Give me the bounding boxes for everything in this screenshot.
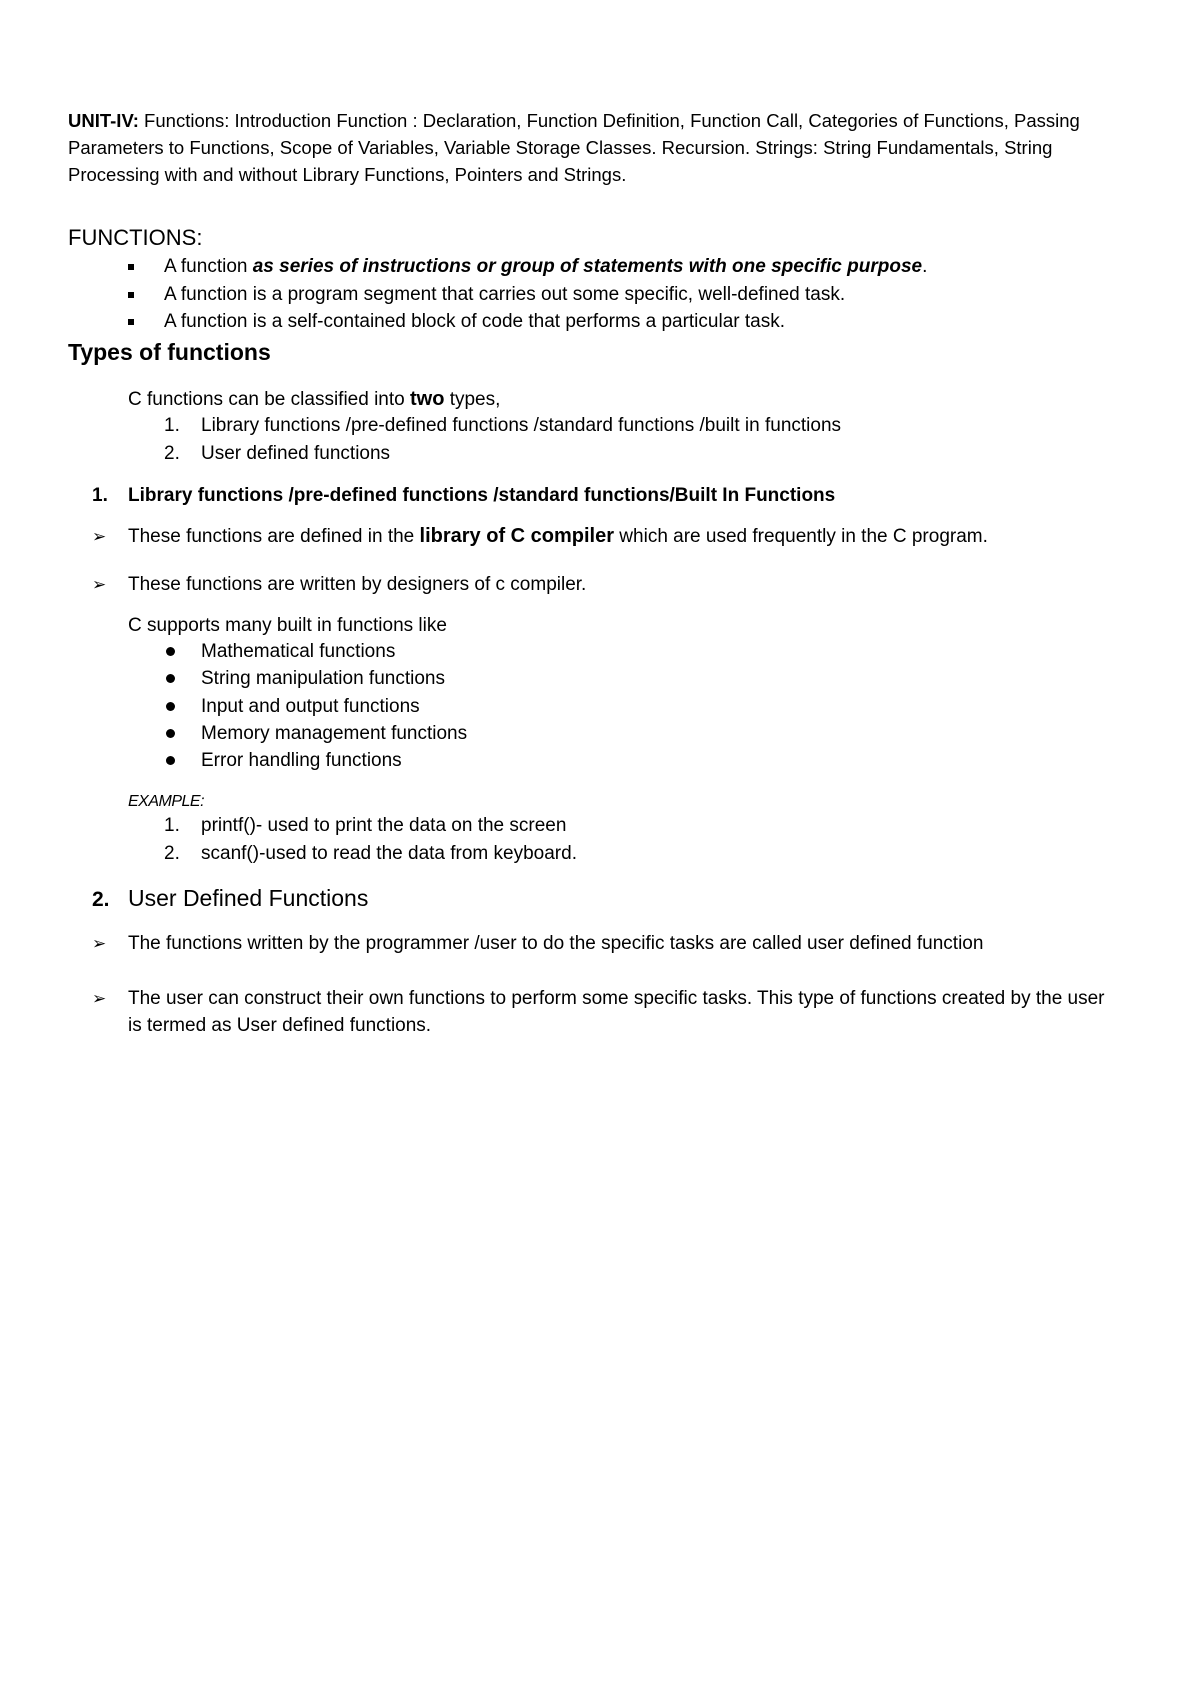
list-number: 1. xyxy=(164,415,180,436)
definition-suffix: . xyxy=(922,256,928,277)
builtin-intro: C supports many built in functions like xyxy=(128,615,447,636)
list-text: Library functions /pre-defined functions /standard functions /built in functions xyxy=(201,415,842,436)
unit-label: UNIT-IV: xyxy=(68,110,139,131)
point-text: These functions are written by designers of c compiler. xyxy=(128,574,587,595)
types-intro-prefix: C functions can be classified into xyxy=(128,389,410,410)
user-section-heading xyxy=(92,885,368,913)
point-suffix: which are used frequently in the C program. xyxy=(614,526,988,547)
point-emphasis: library of C compiler xyxy=(419,525,615,547)
section-number: 1. xyxy=(92,485,108,506)
types-list xyxy=(128,412,841,467)
point-text: The user can construct their own functions to perform some specific tasks. This type of functions created by the user is termed as User defined functions. xyxy=(128,988,1105,1036)
unit-syllabus xyxy=(68,107,1128,188)
library-section-heading xyxy=(92,482,835,509)
library-point xyxy=(92,523,988,550)
list-item: String manipulation functions xyxy=(128,665,467,692)
types-intro xyxy=(128,386,500,413)
user-point xyxy=(92,930,1112,957)
list-item: Memory management functions xyxy=(128,720,467,747)
definition-item xyxy=(128,253,927,281)
list-number: 2. xyxy=(164,842,180,864)
section-title: User Defined Functions xyxy=(128,885,369,911)
list-item: Input and output functions xyxy=(128,693,467,720)
builtin-list xyxy=(128,638,467,774)
definition-item: A function is a self-contained block of code that performs a particular task. xyxy=(128,308,927,336)
user-point xyxy=(92,985,1112,1039)
list-item xyxy=(128,812,577,840)
functions-heading: FUNCTIONS: xyxy=(68,225,203,250)
list-number: 1. xyxy=(164,815,180,836)
example-list xyxy=(128,812,577,867)
types-intro-suffix: types, xyxy=(444,389,501,410)
list-item xyxy=(128,440,841,468)
definition-item: A function is a program segment that carries out some specific, well-defined task. xyxy=(128,281,927,309)
list-item xyxy=(128,412,841,440)
types-heading: Types of functions xyxy=(68,339,271,365)
example-label: EXAMPLE: xyxy=(128,793,205,810)
unit-text: Functions: Introduction Function : Declaration, Function Definition, Function Call, Categories of Functions, Passing Parameters to Functions, Scope of Variables, Variable Storage Classes. Recursion. Strings: String Fundamentals, String Processing with and without Library Functions, Pointers and Strings. xyxy=(68,110,1080,185)
arrow-bullet-icon: ➢ xyxy=(92,989,107,1008)
list-item: Mathematical functions xyxy=(128,638,467,665)
point-prefix: These functions are defined in the xyxy=(128,526,420,547)
list-text: scanf()-used to read the data from keyboard. xyxy=(201,842,577,864)
definition-emphasis: as series of instructions or group of statements with one specific purpose xyxy=(252,256,923,277)
arrow-bullet-icon: ➢ xyxy=(92,575,107,594)
library-point xyxy=(92,571,586,598)
arrow-bullet-icon: ➢ xyxy=(92,527,107,546)
list-number: 2. xyxy=(164,442,180,464)
list-item xyxy=(128,840,577,868)
list-text: printf()- used to print the data on the screen xyxy=(201,815,567,836)
section-title: Library functions /pre-defined functions /standard functions/Built In Functions xyxy=(128,485,836,506)
list-item: Error handling functions xyxy=(128,747,467,774)
point-text: The functions written by the programmer /user to do the specific tasks are called user defined function xyxy=(128,933,984,954)
section-number: 2. xyxy=(92,888,110,911)
definition-prefix: A function xyxy=(164,256,253,277)
definition-list xyxy=(128,253,927,336)
arrow-bullet-icon: ➢ xyxy=(92,934,107,953)
types-intro-emphasis: two xyxy=(410,388,445,410)
list-text: User defined functions xyxy=(201,442,391,464)
